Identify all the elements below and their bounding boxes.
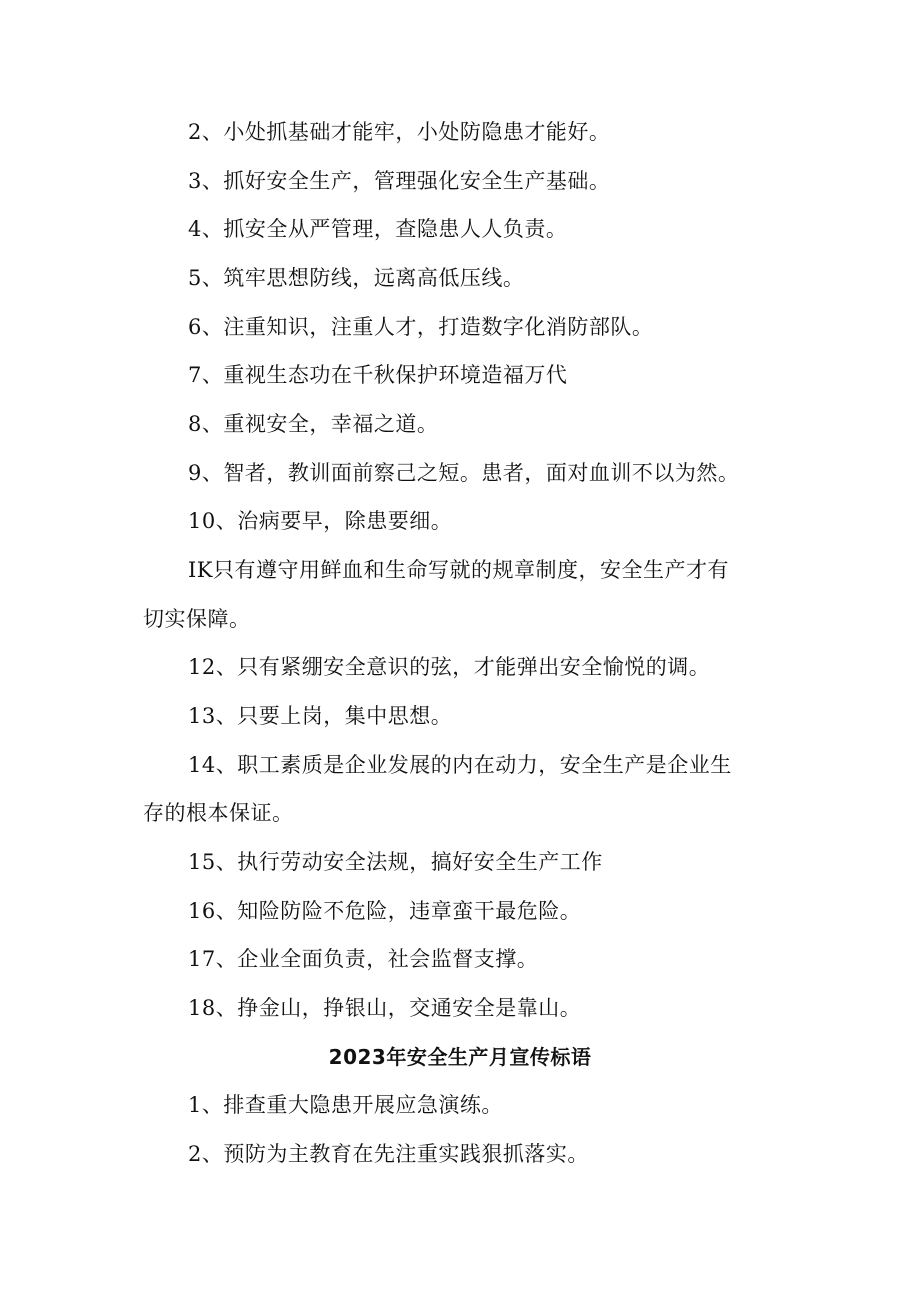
slogan-line: 8、重视安全，幸福之道。 (188, 412, 439, 436)
section-title: 2023年安全生产月宣传标语 (328, 1045, 592, 1069)
slogan-line: 6、注重知识，注重人才，打造数字化消防部队。 (188, 315, 654, 339)
slogan-line: 5、筑牢思想防线，远离高低压线。 (188, 266, 525, 290)
slogan-line: 4、抓安全从严管理，查隐患人人负责。 (188, 217, 568, 241)
slogan-line: 18、挣金山，挣银山，交通安全是靠山。 (188, 996, 582, 1020)
slogan-line: 15、执行劳动安全法规，搞好安全生产工作 (188, 850, 603, 874)
section-slogan-line: 1、排查重大隐患开展应急演练。 (188, 1093, 503, 1117)
slogan-line: 7、重视生态功在千秋保护环境造福万代 (188, 363, 568, 387)
slogan-line-continued: 存的根本保证。 (143, 801, 294, 825)
slogan-line: 2、小处抓基础才能牢，小处防隐患才能好。 (188, 120, 611, 144)
slogan-line: 16、知险防险不危险，违章蛮干最危险。 (188, 899, 582, 923)
slogan-line: 17、企业全面负责，社会监督支撑。 (188, 947, 539, 971)
slogan-line-continued: 切实保障。 (143, 607, 251, 631)
section-slogan-line: 2、预防为主教育在先注重实践狠抓落实。 (188, 1142, 589, 1166)
slogan-line: 14、职工素质是企业发展的内在动力，安全生产是企业生 (188, 753, 732, 777)
slogan-line: 9、智者，教训面前察己之短。患者，面对血训不以为然。 (188, 461, 740, 485)
slogan-line: 3、抓好安全生产，管理强化安全生产基础。 (188, 169, 611, 193)
slogan-line: 10、治病要早，除患要细。 (188, 509, 453, 533)
slogan-line: 13、只要上岗，集中思想。 (188, 704, 453, 728)
slogan-line: IK只有遵守用鲜血和生命写就的规章制度，安全生产才有 (188, 558, 729, 582)
slogan-line: 12、只有紧绷安全意识的弦，才能弹出安全愉悦的调。 (188, 655, 711, 679)
